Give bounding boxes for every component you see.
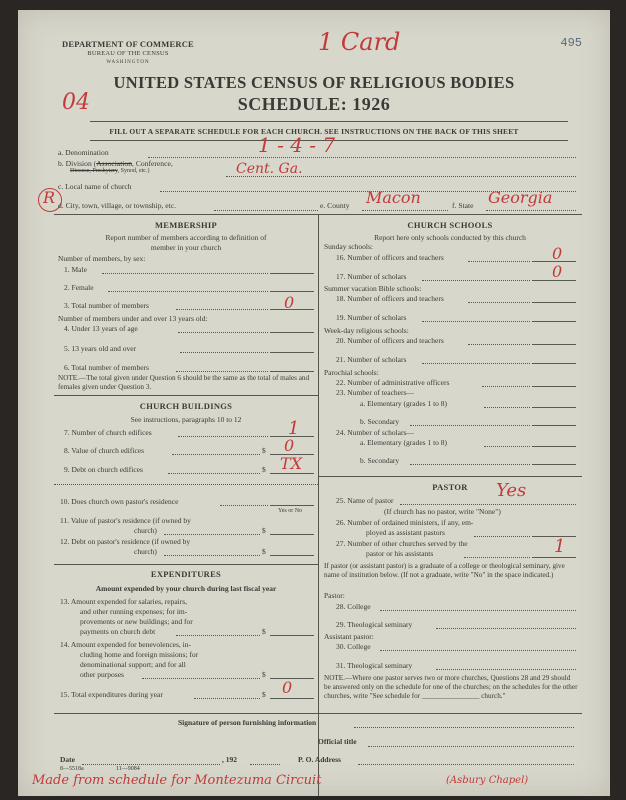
date-line[interactable] <box>82 764 220 765</box>
column-divider <box>318 214 319 796</box>
q26-dots <box>474 536 530 537</box>
year-line[interactable] <box>250 764 280 765</box>
q19-dots <box>422 321 530 322</box>
label-q11a: 11. Value of pastor's residence (if owned by <box>60 516 191 525</box>
label-q12a: 12. Debt on pastor's residence (if owned by <box>60 537 191 546</box>
label-q19: 19. Number of scholars <box>336 313 407 322</box>
q9-answer[interactable] <box>270 473 314 474</box>
label-q9: 9. Debt on church edifices <box>64 465 143 474</box>
dollar-q9: $ <box>262 465 266 474</box>
q24b-dots <box>410 464 530 465</box>
hand-pastor-name: Yes <box>496 480 527 501</box>
q23a-answer[interactable] <box>532 407 576 408</box>
membership-sub1: Report number of members according to definition of <box>105 233 267 242</box>
label-denomination: a. Denomination <box>58 148 109 157</box>
q20-answer[interactable] <box>532 344 576 345</box>
q14-dots <box>142 678 260 679</box>
label-q2: 2. Female <box>64 283 94 292</box>
label-q11b: church) <box>134 526 157 535</box>
label-by-sex: Number of members, by sex: <box>58 254 146 263</box>
dollar-q13: $ <box>262 627 266 636</box>
label-q10: 10. Does church own pastor's residence <box>60 497 179 506</box>
label-q23b: b. Secondary <box>360 417 400 426</box>
q13-dots <box>176 635 260 636</box>
pastor-name-line[interactable] <box>400 504 576 505</box>
label-q15: 15. Total expenditures during year <box>60 690 163 699</box>
q15-answer[interactable] <box>270 698 314 699</box>
hand-card-note: 1 Card <box>318 28 401 56</box>
q28-answer[interactable] <box>380 610 576 611</box>
label-q4: 4. Under 13 years of age <box>64 324 138 333</box>
hand-division: Cent. Ga. <box>236 161 303 177</box>
label-q30: 30. College <box>336 642 371 651</box>
label-division: b. Division (Association, Conference, <box>58 159 173 168</box>
label-q13a: 13. Amount expended for salaries, repairs, <box>60 597 188 606</box>
q27-answer[interactable] <box>532 557 576 558</box>
schools-heading: CHURCH SCHOOLS <box>407 220 493 230</box>
q24a-answer[interactable] <box>532 446 576 447</box>
membership-heading: MEMBERSHIP <box>154 220 218 230</box>
city-line <box>214 210 318 211</box>
label-q26b: ployed as assistant pastors <box>366 528 445 537</box>
hand-county: Macon <box>366 188 421 207</box>
expenditures-sub: Amount expended by your church during last fiscal year <box>95 584 277 593</box>
expenditures-heading: EXPENDITURES <box>150 569 222 579</box>
state-line <box>486 210 576 211</box>
q9-dots <box>168 473 260 474</box>
label-q23a: a. Elementary (grades 1 to 8) <box>360 399 448 408</box>
q24b-answer[interactable] <box>532 464 576 465</box>
label-q22: 22. Number of administrative officers <box>336 378 450 387</box>
q4-answer[interactable] <box>270 332 314 333</box>
label-local-name: c. Local name of church <box>58 182 132 191</box>
label-q25: 25. Name of pastor <box>336 496 394 505</box>
hand-state: Georgia <box>488 188 553 207</box>
rule <box>90 121 568 122</box>
form-title: UNITED STATES CENSUS OF RELIGIOUS BODIES <box>113 73 515 92</box>
serial-number: 495 <box>560 36 582 50</box>
label-q20: 20. Number of officers and teachers <box>336 336 444 345</box>
q12-answer[interactable] <box>270 555 314 556</box>
graduate-note: If pastor (or assistant pastor) is a graduate of a college or theological seminary, give name of institution below. (If not a graduate, write "No" in the space indicated.) <box>324 562 565 579</box>
label-q23: 23. Number of teachers— <box>336 388 414 397</box>
label-q27b: pastor or his assistants <box>366 549 434 558</box>
q2-dots <box>108 291 268 292</box>
label-weekday: Week-day religious schools: <box>324 326 409 335</box>
q11-answer[interactable] <box>270 534 314 535</box>
q11-dots <box>164 534 260 535</box>
department: DEPARTMENT OF COMMERCE <box>62 39 194 49</box>
label-q24b: b. Secondary <box>360 456 400 465</box>
q1-dots <box>102 273 268 274</box>
dollar-q14: $ <box>262 670 266 679</box>
q15-dots <box>194 698 260 699</box>
department-block <box>62 40 194 67</box>
pastor-note: NOTE.—Where one pastor serves two or more churches, Questions 28 and 29 should be answered only on the schedule for one of the churches; on the schedules for the other churches, write "See schedule for ________________ church." <box>324 674 578 700</box>
q31-answer[interactable] <box>436 669 576 670</box>
rule <box>54 395 318 396</box>
q4-dots <box>178 332 268 333</box>
label-q12b: church) <box>134 547 157 556</box>
q18-dots <box>468 302 530 303</box>
label-q8: 8. Value of church edifices <box>64 446 145 455</box>
q23b-answer[interactable] <box>532 425 576 426</box>
label-q31: 31. Theological seminary <box>336 661 413 670</box>
q10-answer[interactable] <box>270 505 314 506</box>
rule <box>54 484 318 485</box>
buildings-sub: See instructions, paragraphs 10 to 12 <box>130 415 242 424</box>
q20-dots <box>468 344 530 345</box>
label-sunday: Sunday schools: <box>324 242 373 251</box>
label-po-address: P. O. Address <box>298 755 341 764</box>
county-line <box>362 210 448 211</box>
rule <box>54 713 582 714</box>
q17-dots <box>422 280 530 281</box>
label-q24a: a. Elementary (grades 1 to 8) <box>360 438 448 447</box>
label-q21: 21. Number of scholars <box>336 355 407 364</box>
buildings-heading: CHURCH BUILDINGS <box>139 401 233 411</box>
q5-answer[interactable] <box>270 352 314 353</box>
label-assistant: Assistant pastor: <box>324 632 374 641</box>
instructions-banner: FILL OUT A SEPARATE SCHEDULE FOR EACH CHURCH. SEE INSTRUCTIONS ON THE BACK OF THIS SHEET <box>109 127 519 136</box>
bureau: BUREAU OF THE CENSUS <box>87 50 169 57</box>
label-parochial: Parochial schools: <box>324 368 379 377</box>
hand-circle-letter: R <box>43 188 56 207</box>
label-q14d: other purposes <box>80 670 124 679</box>
q12-dots <box>164 555 260 556</box>
hand-footnote-paren: (Asbury Chapel) <box>446 775 529 786</box>
denomination-line <box>148 157 576 158</box>
city: WASHINGTON <box>106 60 150 65</box>
form-number-2: 11—9084 <box>116 766 140 772</box>
q3-dots <box>176 309 268 310</box>
hand-total-members: 0 <box>284 293 295 312</box>
q23b-dots <box>410 425 530 426</box>
label-q13b: and other running expenses; for im- <box>80 607 188 616</box>
label-signature: Signature of person furnishing information <box>178 718 317 727</box>
hand-denomination: 1 - 4 - 7 <box>258 133 336 157</box>
q18-answer[interactable] <box>532 302 576 303</box>
q8-dots <box>172 454 260 455</box>
dollar-q12: $ <box>262 547 266 556</box>
membership-note: NOTE.—The total given under Question 6 should be the same as the total of males and females given under Question 3. <box>58 374 310 391</box>
hand-scholars: 0 <box>552 262 563 281</box>
hand-other-churches: 1 <box>554 536 566 557</box>
membership-sub2: member in your church <box>150 243 222 252</box>
q21-dots <box>422 363 530 364</box>
q23a-dots <box>484 407 530 408</box>
q24a-dots <box>484 446 530 447</box>
hand-debt: TX <box>280 454 303 473</box>
yes-or-no-hint: Yes or No <box>278 508 303 514</box>
schools-sub: Report here only schools conducted by this church <box>374 233 526 242</box>
label-city: d. City, town, village, or township, etc. <box>58 201 177 210</box>
label-q24: 24. Number of scholars— <box>336 428 414 437</box>
census-schedule-sheet <box>18 10 610 796</box>
label-q28: 28. College <box>336 602 371 611</box>
hand-footnote: Made from schedule for Montezuma Circuit <box>32 773 322 788</box>
q30-answer[interactable] <box>380 650 576 651</box>
signature-line[interactable] <box>354 727 574 728</box>
q1-answer[interactable] <box>270 273 314 274</box>
label-q14b: cluding home and foreign missions; for <box>80 650 199 659</box>
rule <box>318 476 582 477</box>
q13-answer[interactable] <box>270 635 314 636</box>
label-q6: 6. Total number of members <box>64 363 149 372</box>
po-address-line[interactable] <box>358 764 574 765</box>
label-county: e. County <box>320 201 350 210</box>
label-q7: 7. Number of church edifices <box>64 428 152 437</box>
label-q14a: 14. Amount expended for benevolences, in- <box>60 640 192 649</box>
label-q16: 16. Number of officers and teachers <box>336 253 444 262</box>
rule <box>54 564 318 565</box>
hand-edifices: 1 <box>288 418 300 439</box>
label-year: , 192 <box>222 755 237 764</box>
dollar-q15: $ <box>262 690 266 699</box>
label-state: f. State <box>452 201 474 210</box>
form-number-1: 8—5518a <box>60 766 84 772</box>
q2-answer[interactable] <box>270 291 314 292</box>
label-q13c: provements or new buildings; and for <box>80 617 193 626</box>
q5-dots <box>180 352 268 353</box>
q21-answer[interactable] <box>532 363 576 364</box>
schedule-title: SCHEDULE: 1926 <box>237 94 391 114</box>
q22-dots <box>482 386 530 387</box>
label-q1: 1. Male <box>64 265 87 274</box>
q6-answer[interactable] <box>270 371 314 372</box>
label-q27a: 27. Number of other churches served by the <box>336 539 468 548</box>
label-q25b: (If church has no pastor, write "None") <box>384 507 501 516</box>
q16-dots <box>468 261 530 262</box>
dollar-q11: $ <box>262 526 266 535</box>
label-summer: Summer vacation Bible schools: <box>324 284 422 293</box>
label-official-title: Official title <box>318 737 357 746</box>
official-title-line[interactable] <box>368 746 574 747</box>
hand-code: 04 <box>62 90 90 115</box>
label-q5: 5. 13 years old and over <box>64 344 137 353</box>
label-q26a: 26. Number of ordained ministers, if any, em- <box>336 518 474 527</box>
q22-answer[interactable] <box>532 386 576 387</box>
q6-dots <box>176 371 268 372</box>
hand-total-expenditures: 0 <box>282 678 293 697</box>
label-q18: 18. Number of officers and teachers <box>336 294 444 303</box>
q7-dots <box>178 436 268 437</box>
label-q29: 29. Theological seminary <box>336 620 413 629</box>
label-age-head: Number of members under and over 13 years old: <box>58 314 208 323</box>
label-date: Date <box>60 755 75 764</box>
pastor-heading: PASTOR <box>432 482 468 492</box>
q27-dots <box>464 557 530 558</box>
label-q14c: denominational support; and for all <box>80 660 186 669</box>
label-q3: 3. Total number of members <box>64 301 149 310</box>
hand-value-edifices: 0 <box>284 436 295 455</box>
label-division-2: Diocese, Presbytery, Synod, etc.) <box>70 168 150 174</box>
q29-answer[interactable] <box>436 628 576 629</box>
q19-answer[interactable] <box>532 321 576 322</box>
label-q13d: payments on church debt <box>80 627 156 636</box>
label-pastor: Pastor: <box>324 591 345 600</box>
label-q17: 17. Number of scholars <box>336 272 407 281</box>
q10-dots <box>220 505 268 506</box>
hand-officers-teachers: 0 <box>552 244 563 263</box>
dollar-q8: $ <box>262 446 266 455</box>
